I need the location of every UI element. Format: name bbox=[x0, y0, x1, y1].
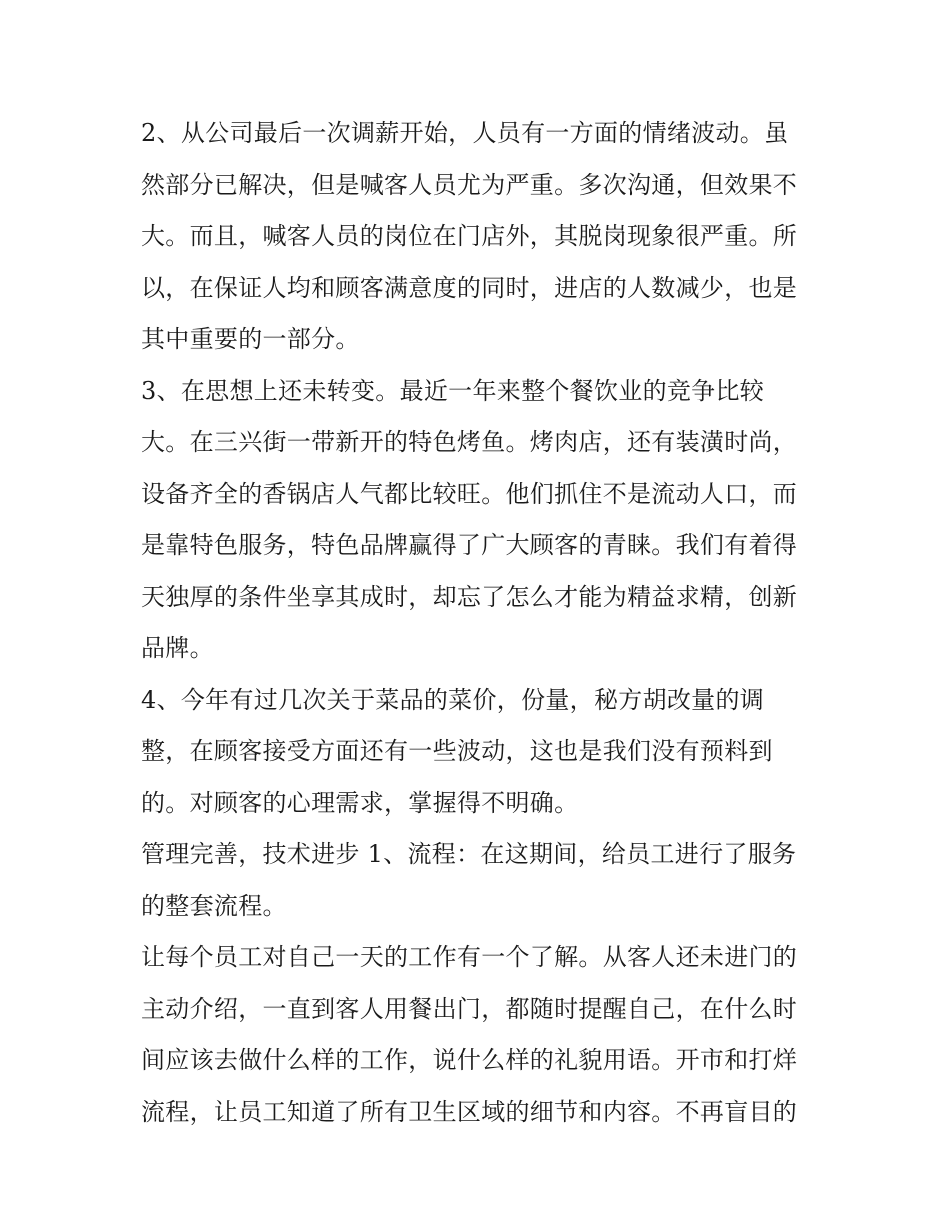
text-line: 间应该去做什么样的工作，说什么样的礼貌用语。开市和打烊 bbox=[141, 1046, 798, 1074]
text-line: 流程，让员工知道了所有卫生区域的细节和内容。不再盲目的 bbox=[141, 1097, 798, 1126]
text-line: 天独厚的条件坐享其成时，却忘了怎么才能为精益求精，创新 bbox=[141, 582, 798, 611]
text-line: 其中重要的一部分。 bbox=[141, 325, 360, 353]
text-line: 的。对顾客的心理需求，掌握得不明确。 bbox=[141, 788, 579, 817]
text-line: 管理完善，技术进步 1、流程：在这期间，给员工进行了服务 bbox=[141, 840, 797, 868]
text-line: 是靠特色服务，特色品牌赢得了广大顾客的青睐。我们有着得 bbox=[141, 531, 798, 559]
text-line: 然部分已解决，但是喊客人员尤为严重。多次沟通，但效果不 bbox=[141, 170, 798, 199]
text-line: 设备齐全的香锅店人气都比较旺。他们抓住不是流动人口，而 bbox=[141, 479, 798, 508]
text-line: 大。在三兴街一带新开的特色烤鱼。烤肉店，还有装潢时尚， bbox=[141, 428, 798, 456]
text-line: 的整套流程。 bbox=[141, 891, 287, 920]
text-line: 整，在顾客接受方面还有一些波动，这也是我们没有预料到 bbox=[141, 737, 773, 765]
document-body bbox=[141, 108, 821, 1138]
text-line: 品牌。 bbox=[141, 634, 214, 662]
text-line: 2、从公司最后一次调薪开始，人员有一方面的情绪波动。虽 bbox=[141, 119, 789, 147]
text-line: 4、今年有过几次关于菜品的菜价，份量，秘方胡改量的调 bbox=[141, 685, 765, 714]
text-line: 让每个员工对自己一天的工作有一个了解。从客人还未进门的 bbox=[141, 943, 798, 971]
text-line: 3、在思想上还未转变。最近一年来整个餐饮业的竞争比较 bbox=[141, 376, 765, 405]
text-line: 以，在保证人均和顾客满意度的同时，进店的人数减少，也是 bbox=[141, 273, 798, 302]
text-line: 主动介绍，一直到客人用餐出门，都随时提醒自己，在什么时 bbox=[141, 994, 798, 1023]
text-line: 大。而且，喊客人员的岗位在门店外，其脱岗现象很严重。所 bbox=[141, 222, 798, 250]
